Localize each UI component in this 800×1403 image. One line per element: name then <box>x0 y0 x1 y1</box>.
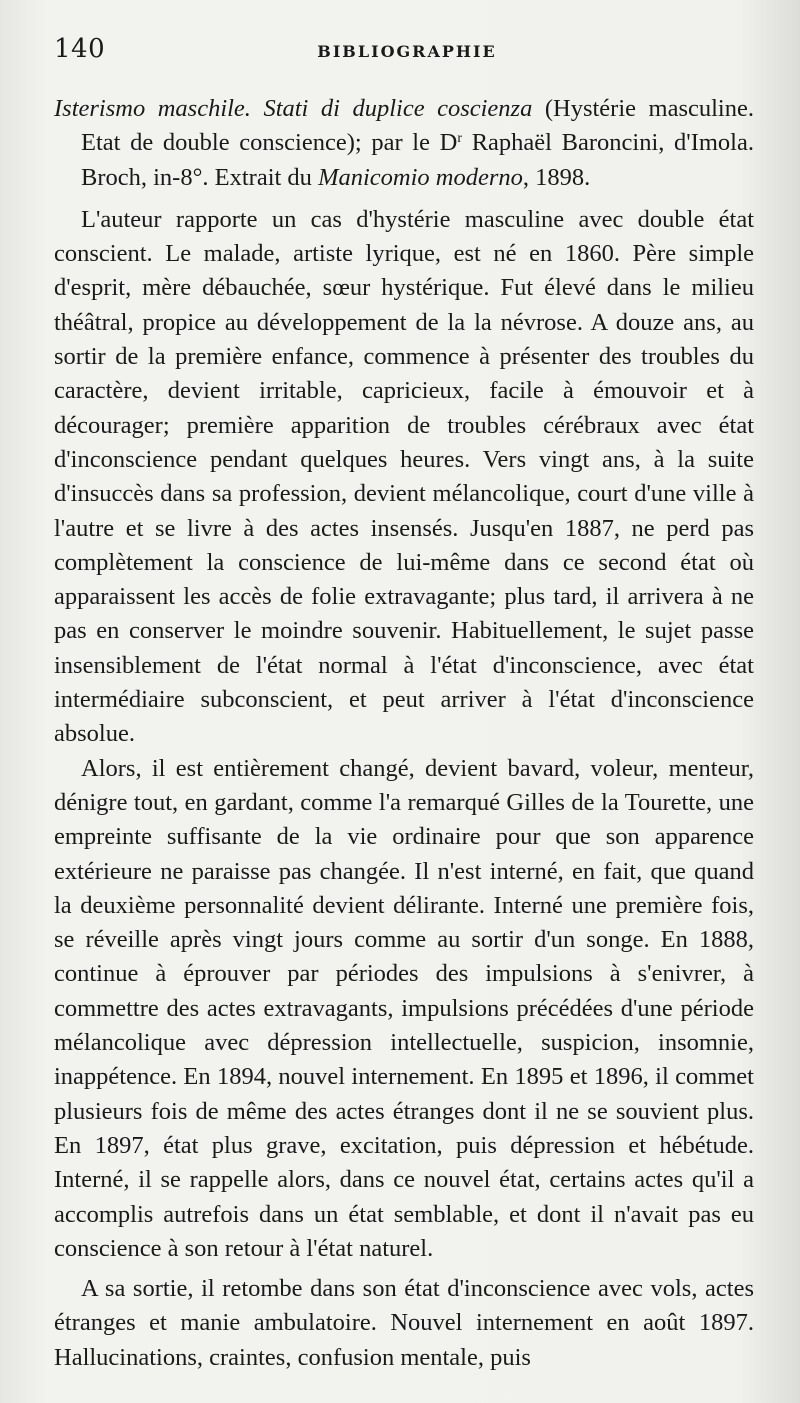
paragraph-3: A sa sortie, il retombe dans son état d'inconscience avec vols, actes étranges et manie ambulatoire. Nouvel internement en août 1897. Hallucinations, craintes, confusion mentale, puis <box>54 1275 754 1371</box>
entry-author: Raphaël Baroncini, d'Imola. Broch, in-8°. Extrait du <box>81 129 754 191</box>
entry-year: , 1898. <box>522 163 591 191</box>
entry-title-italian: Isterismo maschile. Stati di duplice coscienza <box>54 95 533 122</box>
body-text <box>54 92 754 1375</box>
entry-journal: Manicomio moderno <box>318 163 523 191</box>
entry-text <box>54 92 754 195</box>
paragraph-1: L'auteur rapporte un cas d'hystérie masculine avec double état conscient. Le malade, artiste lyrique, est né en 1860. Père simple d'esprit, mère débauchée, sœur hystérique. Fut élevé dans le milieu théâtral, propice au développement de la la névrose. A douze ans, au sortir de la première enfance, commence à présenter des troubles du caractère, devient irritable, capricieux, facile à émouvoir et à décourager; première apparition de troubles cérébraux avec état d'inconscience pendant quelques heures. Vers vingt ans, à la suite d'insuccès dans sa profession, devient mélancolique, court d'une ville à l'autre et se livre à des actes insensés. Jusqu'en 1887, ne perd pas complètement la conscience de lui-même dans ce second état où apparaissent les accès de folie extravagante; plus tard, il arrivera à ne pas en conserver le moindre souvenir. Habituellement, le sujet passe insensiblement de l'état normal à l'état d'inconscience, avec état intermédiaire subconscient, et peut arriver à l'état d'inconscience absolue. <box>54 205 754 748</box>
entry-dr-superscript: r <box>457 131 463 147</box>
entry-title-french: (Hystérie masculine. Etat de double conscience); par le D <box>81 95 754 157</box>
bibliographic-entry <box>54 92 754 195</box>
running-head <box>54 34 760 74</box>
paragraph-2: Alors, il est entièrement changé, devient bavard, voleur, menteur, dénigre tout, en gardant, comme l'a remarqué Gilles de la Tourette, une empreinte suffisante de la vie ordinaire pour que son apparence extérieure ne paraisse pas changée. Il n'est interné, en fait, que quand la deuxième personnalité devient délirante. Interné une première fois, se réveille après vingt jours comme au sortir d'un songe. En 1888, continue à éprouver par périodes des impulsions à s'enivrer, à commettre des actes extravagants, impulsions précédées d'une période mélancolique avec dépression intellectuelle, suspicion, insomnie, inappétence. En 1894, nouvel internement. En 1895 et 1896, il commet plusieurs fois de même des actes étranges dont il ne se souvient plus. En 1897, état plus grave, excitation, puis dépression et hébétude. Interné, il se rappelle alors, dans ce nouvel état, certains actes qu'il a accomplis autrefois dans un état semblable, et dont il n'avait pas eu conscience à son retour à l'état naturel. <box>54 754 754 1262</box>
running-title: BIBLIOGRAPHIE <box>317 42 497 61</box>
page-number: 140 <box>54 34 106 64</box>
